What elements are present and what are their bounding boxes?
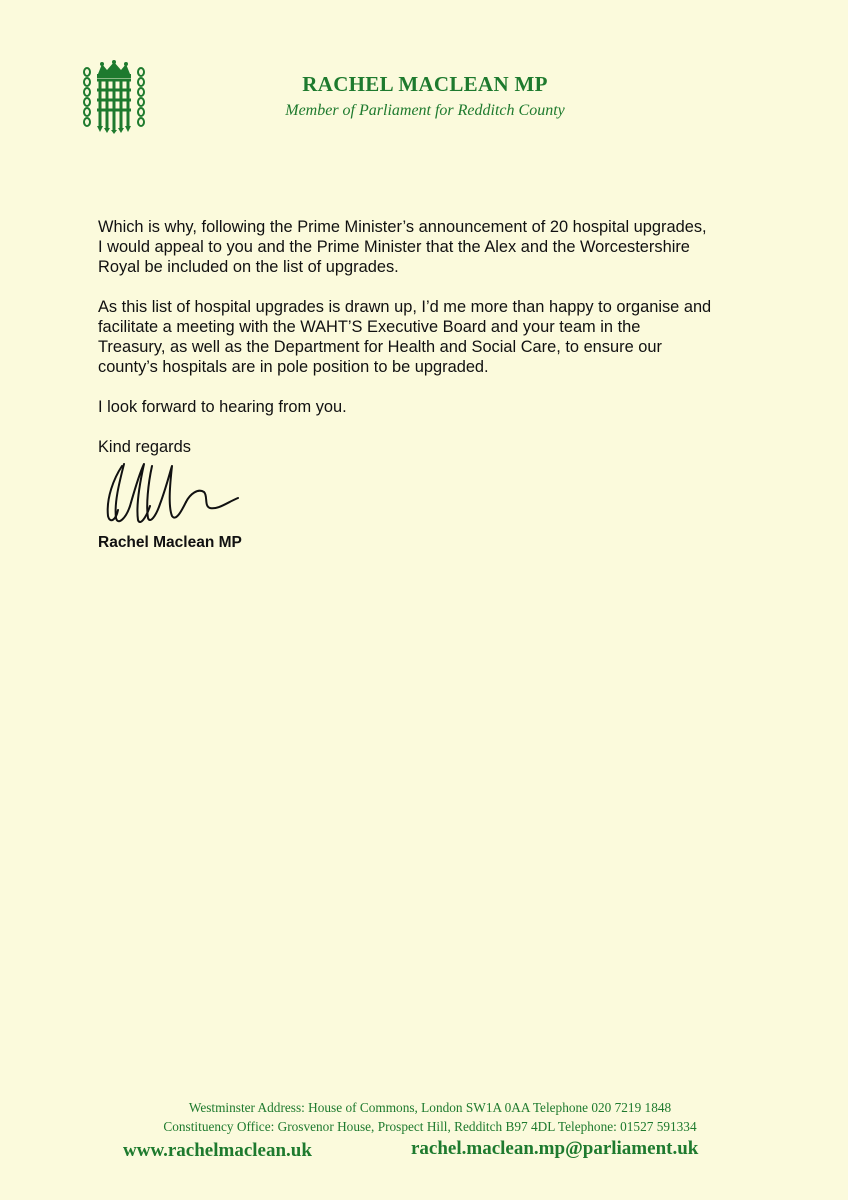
constituency-address: Constituency Office: Grosvenor House, Prospect Hill, Redditch B97 4DL Telephone: 01527 591334 bbox=[163, 1119, 697, 1134]
paragraph-line: Which is why, following the Prime Minister’s announcement of 20 hospital upgrades, bbox=[98, 218, 707, 236]
constituency-subtitle: Member of Parliament for Redditch County bbox=[285, 102, 565, 119]
paragraph-line: Treasury, as well as the Department for Health and Social Care, to ensure our bbox=[98, 338, 662, 356]
paragraph-line: county’s hospitals are in pole position to be upgraded. bbox=[98, 358, 489, 376]
mp-name-heading: RACHEL MACLEAN MP bbox=[302, 72, 548, 96]
email-link[interactable]: rachel.maclean.mp@parliament.uk bbox=[411, 1138, 699, 1159]
westminster-address: Westminster Address: House of Commons, London SW1A 0AA Telephone 020 7219 1848 bbox=[188, 1100, 672, 1115]
paragraph-line: I would appeal to you and the Prime Minister that the Alex and the Worcestershire bbox=[98, 238, 690, 256]
paragraph-2 bbox=[98, 297, 758, 377]
handwritten-signature bbox=[100, 458, 250, 534]
website-link[interactable]: www.rachelmaclean.uk bbox=[123, 1140, 312, 1161]
signer-name: Rachel Maclean MP bbox=[98, 534, 242, 551]
paragraph-line: As this list of hospital upgrades is drawn up, I’d me more than happy to organise and bbox=[98, 298, 712, 316]
letter-body bbox=[98, 217, 758, 457]
paragraph-line: Royal be included on the list of upgrades. bbox=[98, 258, 399, 276]
paragraph-line: facilitate a meeting with the WAHT’S Executive Board and your team in the bbox=[98, 318, 641, 336]
portcullis-icon bbox=[82, 60, 146, 134]
paragraph-line: I look forward to hearing from you. bbox=[98, 398, 347, 416]
paragraph-1 bbox=[98, 217, 758, 277]
paragraph-3 bbox=[98, 397, 758, 417]
closing-line: Kind regards bbox=[98, 438, 191, 456]
